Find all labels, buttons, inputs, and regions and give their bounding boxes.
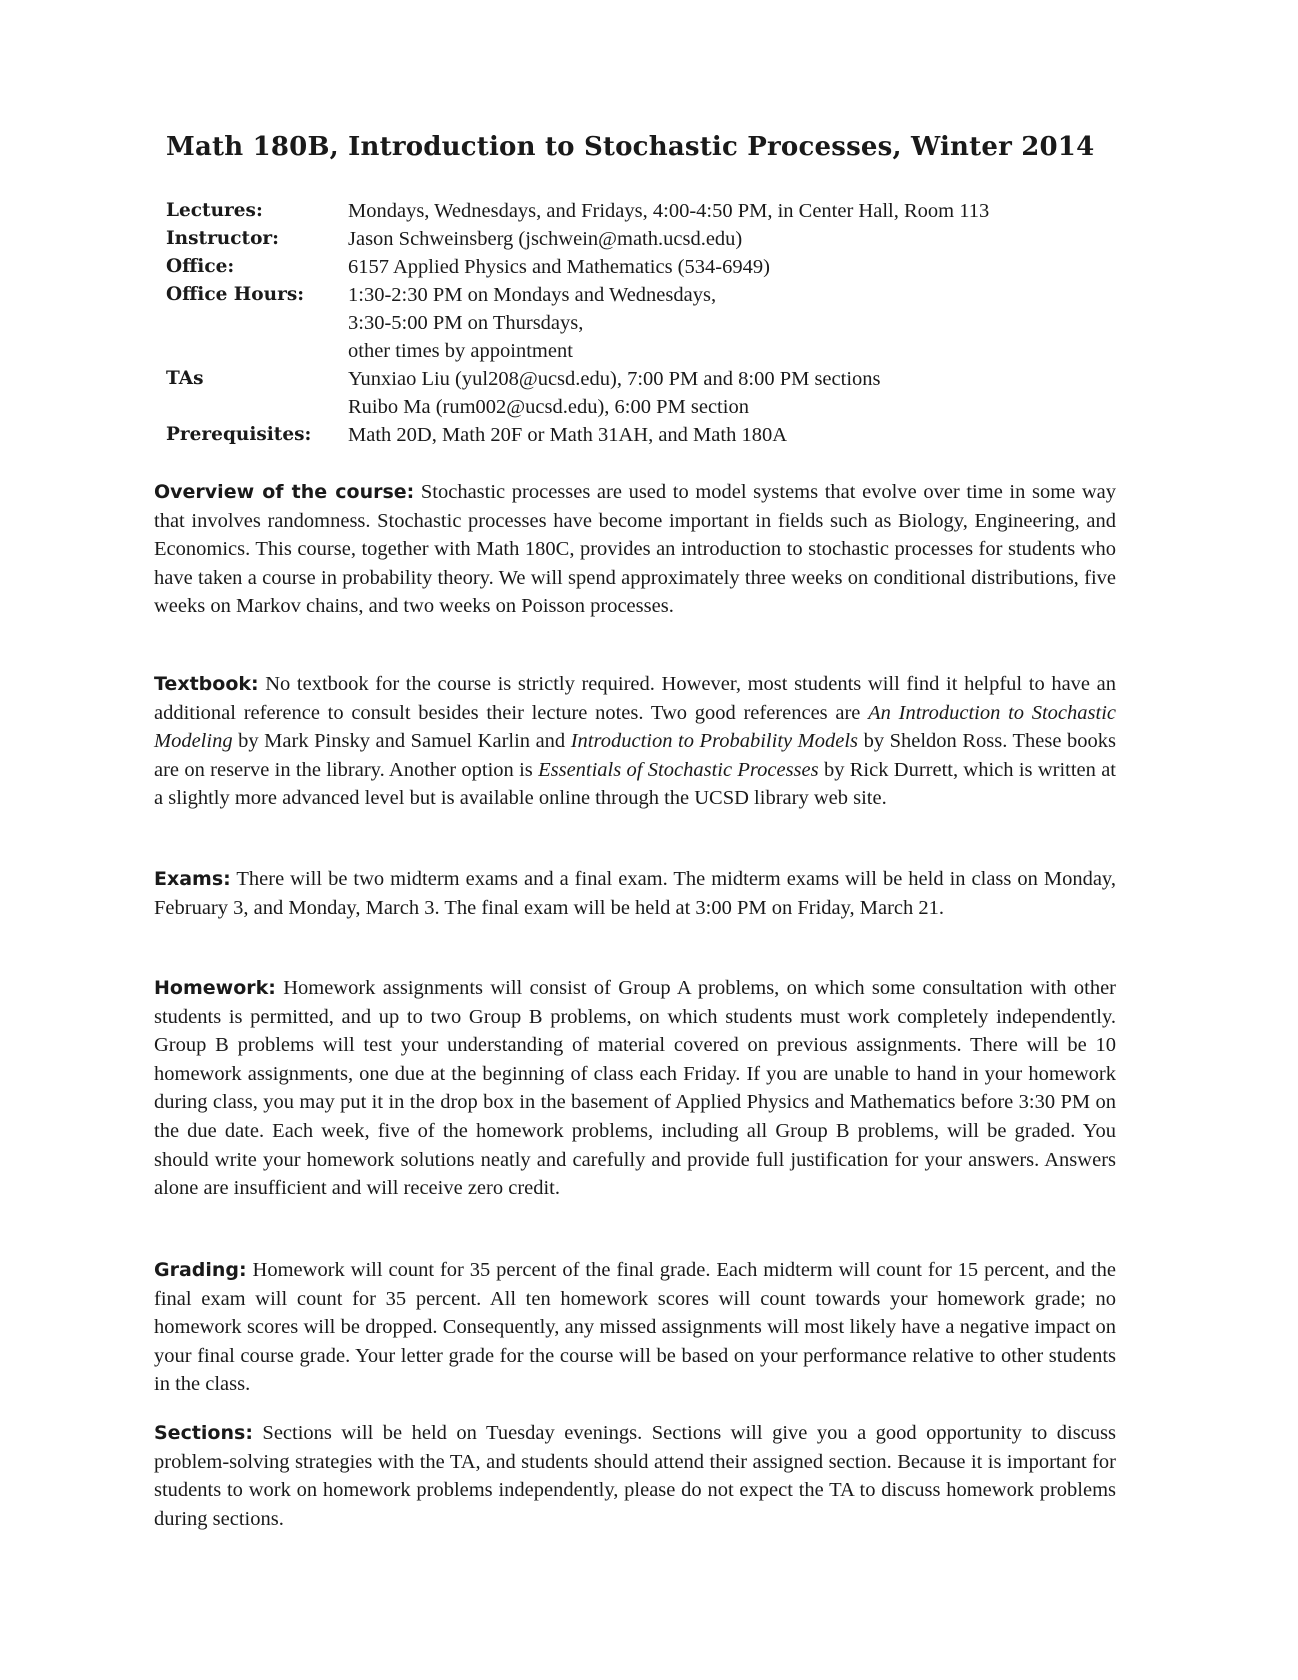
textbook-text: by Sheldon Ross. These books are on reserve in the library. Another option is <box>154 730 1116 781</box>
info-value: 3:30-5:00 PM on Thursdays, <box>348 312 584 334</box>
homework-section <box>154 974 1116 1203</box>
info-row-tas <box>166 365 1156 421</box>
grading-section <box>154 1256 1116 1399</box>
overview-heading: Overview of the course: <box>154 481 415 503</box>
page-title: Math 180B, Introduction to Stochastic Processes, Winter 2014 <box>166 132 1095 162</box>
info-value: Mondays, Wednesdays, and Fridays, 4:00-4:50 PM, in Center Hall, Room 113 <box>348 200 990 222</box>
info-row-office <box>166 253 1156 281</box>
book-title: Essentials of Stochastic Processes <box>538 758 819 781</box>
info-value: Jason Schweinsberg (jschwein@math.ucsd.edu) <box>348 228 743 250</box>
exams-section <box>154 865 1116 922</box>
info-value: 1:30-2:30 PM on Mondays and Wednesdays, <box>348 284 717 306</box>
info-label: Prerequisites: <box>166 424 312 445</box>
textbook-text: No textbook for the course is strictly required. However, most students will find it helpful to have an additional reference to consult besides their lecture notes. Two good references are <box>154 673 1116 724</box>
course-info-table <box>166 197 1156 449</box>
exams-text: There will be two midterm exams and a final exam. The midterm exams will be held in class on Monday, February 3, and Monday, March 3. The final exam will be held at 3:00 PM on Friday, March 21. <box>154 868 1116 919</box>
info-values <box>348 225 1156 253</box>
info-value: 6157 Applied Physics and Mathematics (534-6949) <box>348 256 770 278</box>
info-values <box>348 365 1156 421</box>
overview-text: Stochastic processes are used to model systems that evolve over time in some way that involves randomness. Stochastic processes have become important in fields such as Biology, Engineering, and Economics. This course, together with Math 180C, provides an introduction to stochastic processes for students who have taken a course in probability theory. We will spend approximately three weeks on conditional distributions, five weeks on Markov chains, and two weeks on Poisson processes. <box>154 481 1117 618</box>
info-values <box>348 281 1156 365</box>
overview-section <box>154 478 1116 621</box>
info-row-instructor <box>166 225 1156 253</box>
info-values <box>348 197 1156 225</box>
homework-heading: Homework: <box>154 977 276 999</box>
sections-heading: Sections: <box>154 1422 253 1444</box>
info-value: Yunxiao Liu (yul208@ucsd.edu), 7:00 PM and 8:00 PM sections <box>348 368 881 390</box>
textbook-section <box>154 670 1116 813</box>
homework-text: Homework assignments will consist of Group A problems, on which some consultation with other students is permitted, and up to two Group B problems, on which students must work completely independently. Group B problems will test your understanding of material covered on previous assignments. There will be 10 homework assignments, one due at the beginning of class each Friday. If you are unable to hand in your homework during class, you may put it in the drop box in the basement of Applied Physics and Mathematics before 3:30 PM on the due date. Each week, five of the homework problems, including all Group B problems, will be graded. You should write your homework solutions neatly and carefully and provide full justification for your answers. Answers alone are insufficient and will receive zero credit. <box>154 977 1116 1200</box>
info-row-prerequisites <box>166 421 1156 449</box>
book-title: Introduction to Probability Models <box>570 730 859 753</box>
grading-text: Homework will count for 35 percent of the final grade. Each midterm will count for 15 percent, and the final exam will count for 35 percent. All ten homework scores will count towards your homework grade; no homework scores will be dropped. Consequently, any missed assignments will most likely have a negative impact on your final course grade. Your letter grade for the course will be based on your performance relative to other students in the class. <box>154 1259 1116 1396</box>
textbook-text: by Mark Pinsky and Samuel Karlin and <box>238 730 566 753</box>
info-label: Lectures: <box>166 200 263 221</box>
info-values <box>348 421 1156 449</box>
info-values <box>348 253 1156 281</box>
exams-heading: Exams: <box>154 868 231 890</box>
info-label: Office: <box>166 256 235 277</box>
info-value: other times by appointment <box>348 340 573 362</box>
info-row-lectures <box>166 197 1156 225</box>
book-title: An Introduction to Stochastic Modeling <box>154 701 1116 753</box>
info-row-office-hours <box>166 281 1156 365</box>
info-value: Ruibo Ma (rum002@ucsd.edu), 6:00 PM section <box>348 396 749 418</box>
info-label: TAs <box>166 368 204 389</box>
info-value: Math 20D, Math 20F or Math 31AH, and Math 180A <box>348 424 788 446</box>
textbook-heading: Textbook: <box>154 673 259 695</box>
sections-text: Sections will be held on Tuesday evenings. Sections will give you a good opportunity to discuss problem-solving strategies with the TA, and students should attend their assigned section. Because it is important for students to work on homework problems independently, please do not expect the TA to discuss homework problems during sections. <box>154 1422 1116 1530</box>
textbook-text: by Rick Durrett, which is written at a slightly more advanced level but is available online through the UCSD library web site. <box>154 758 1117 810</box>
info-label: Instructor: <box>166 228 279 249</box>
sections-section <box>154 1419 1116 1533</box>
info-label: Office Hours: <box>166 284 305 305</box>
grading-heading: Grading: <box>154 1259 247 1281</box>
